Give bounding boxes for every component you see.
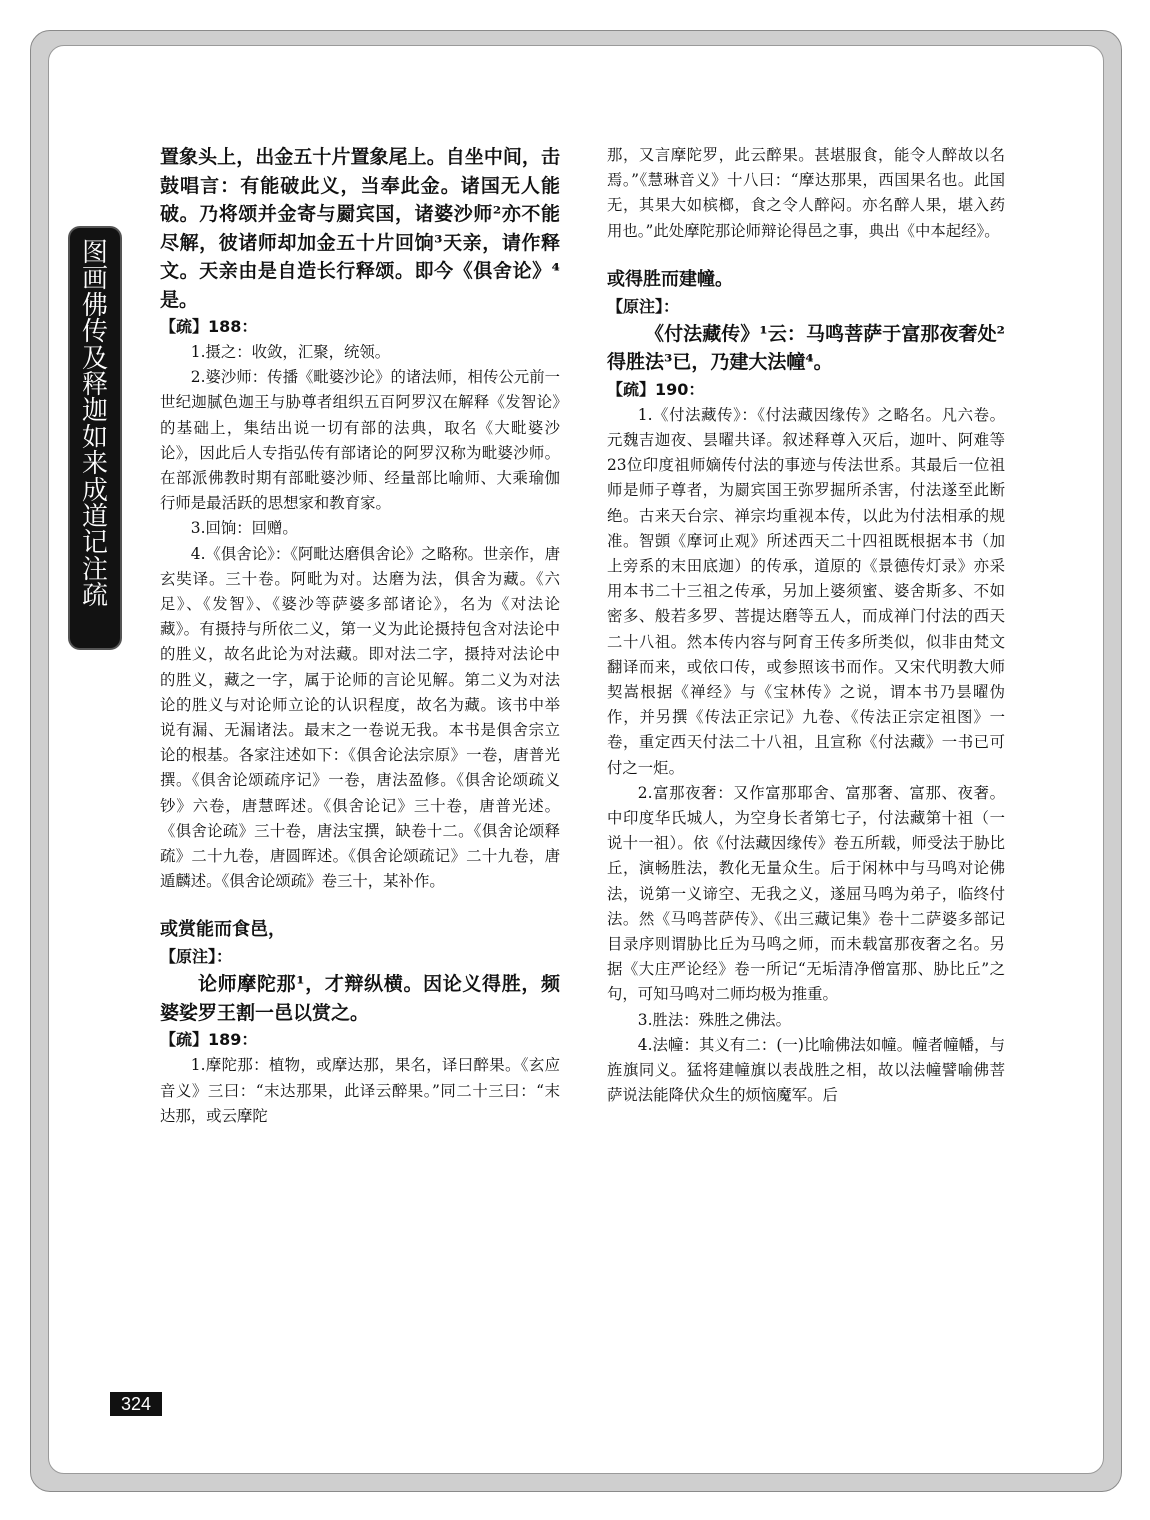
note-190-3: 3.胜法：殊胜之佛法。 xyxy=(637,1010,791,1029)
yuanzhu-text-left: 论师摩陀那¹，才辩纵横。因论义得胜，频婆娑罗王割一邑以赏之。 xyxy=(160,973,560,1024)
note-188-1: 1.摄之：收敛，汇聚，统领。 xyxy=(190,343,391,361)
left-top-paragraph: 置象头上，出金五十片置象尾上。自坐中间，击鼓唱言：有能破此义，当奉此金。诸国无人能破。乃将颂并金寄与罽宾国，诸婆沙师²亦不能尽解，彼诸师却加金五十片回饷³天亲，请作释文。天亲由是自造长行释颂。即今《俱舍论》⁴是。 xyxy=(160,146,560,311)
yuanzhu-label-left: 【原注】： xyxy=(160,947,233,967)
section-heading-reward: 或赏能而食邑， xyxy=(160,919,286,941)
yuanzhu-label-right: 【原注】： xyxy=(607,296,680,316)
left-column xyxy=(160,143,560,1129)
note-189-1: 1.摩陀那：植物，或摩达那，果名，译曰醉果。《玄应音义》三曰：“末达那果，此译云醉果。”同二十三曰：“末达那，或云摩陀 xyxy=(160,1056,560,1125)
right-top-paragraph: 那，又言摩陀罗，此云醉果。甚堪服食，能令人醉故以名焉。”《慧琳音义》十八曰：“摩达那果，西国果名也。此国无，其果大如槟榔，食之令人醉闷。亦名醉人果，堪入药用也。”此处摩陀那论师辩论得邑之事，典出《中本起经》。 xyxy=(607,146,1005,240)
note-190-1: 1.《付法藏传》：《付法藏因缘传》之略名。凡六卷。元魏吉迦夜、昙曜共译。叙述释尊入灭后，迦叶、阿难等23位印度祖师嫡传付法的事迹与传法世系。其最后一位祖师是师子尊者，为罽宾国王弥罗掘所杀害，付法遂至此断绝。古来天台宗、禅宗均重视本传，以此为付法相承的规准。智顗《摩诃止观》所述西天二十四祖既根据本书（加上旁系的末田底迦）的传承，道原的《景德传灯录》亦采用本书二十三祖之传承，另加上婆须蜜、婆舍斯多、不如密多、般若多罗、菩提达磨等五人，而成禅门付法的西天二十八祖。然本传内容与阿育王传多所类似，似非由梵文翻译而来，或依口传，或参照该书而作。又宋代明教大师契嵩根据《禅经》与《宝林传》之说，谓本书乃昙曜伪作，并另撰《传法正宗记》九卷、《传法正宗定祖图》一卷，重定西天付法二十八祖，且宣称《付法藏》一书已可付之一炬。 xyxy=(607,405,1005,777)
shu-188-label: 【疏】188： xyxy=(160,317,258,336)
shu-190-label: 【疏】190： xyxy=(607,379,705,399)
note-190-4: 4.法幢：其义有二：(一)比喻佛法如幢。幢者幢幡，与旌旗同义。猛将建幢旗以表战胜之相，故以法幢譬喻佛菩萨说法能降伏众生的烦恼魔军。后 xyxy=(607,1035,1005,1105)
note-188-2: 2.婆沙师：传播《毗婆沙论》的诸法师，相传公元前一世纪迦腻色迦王与胁尊者组织五百阿罗汉在解释《发智论》的基础上，集结出说一切有部的法典，取名《大毗婆沙论》，因此后人专指弘传有部诸论的阿罗汉称为毗婆沙师。在部派佛教时期有部毗婆沙师、经量部比喻师、大乘瑜伽行师是最活跃的思想家和教育家。 xyxy=(160,368,560,513)
side-title-tab xyxy=(68,226,122,650)
note-188-3: 3.回饷：回赠。 xyxy=(190,519,298,538)
shu-189-label: 【疏】189： xyxy=(160,1030,258,1050)
page-number: 324 xyxy=(110,1392,162,1416)
note-188-4: 4.《俱舍论》：《阿毗达磨俱舍论》之略称。世亲作，唐玄奘译。三十卷。阿毗为对。达磨为法，俱舍为藏。《六足》、《发智》、《婆沙等萨婆多部诸论》，名为《对法论藏》。有摄持与所依二义，第一义为此论摄持包含对法论中的胜义，故名此论为对法藏。即对法二字，摄持对法论中的胜义，藏之一字，属于论师的言论见解。第二义为对法论的胜义与对论师立论的认识程度，故名为藏。该书中举说有漏、无漏诸法。最末之一卷说无我。本书是俱舍宗立论的根基。各家注述如下：《俱舍论法宗原》一卷，唐普光撰。《俱舍论颂疏序记》一卷，唐法盈修。《俱舍论颂疏义钞》六卷，唐慧晖述。《俱舍论记》三十卷，唐普光述。《俱舍论疏》三十卷，唐法宝撰，缺卷十二。《俱舍论颂释疏》二十九卷，唐圆晖述。《俱舍论颂疏记》二十九卷，唐遁麟述。《俱舍论颂疏》卷三十，某补作。 xyxy=(160,544,560,891)
section-heading-banner: 或得胜而建幢。 xyxy=(607,268,733,290)
yuanzhu-text-right: 《付法藏传》¹云：马鸣菩萨于富那夜奢处²得胜法³已，乃建大法幢⁴。 xyxy=(607,322,1005,374)
note-190-2: 2.富那夜奢：又作富那耶舍、富那奢、富那、夜奢。中印度华氏城人，为空身长者第七子，付法藏第十祖（一说十一祖）。依《付法藏因缘传》卷五所载，师受法于胁比丘，演畅胜法，教化无量众生。后于闲林中与马鸣对论佛法，说第一义谛空、无我之义，遂屈马鸣为弟子，临终付法。然《马鸣菩萨传》、《出三藏记集》卷十二萨婆多部记目录序则谓胁比丘为马鸣之师，而未载富那夜奢之名。另据《大庄严论经》卷一所记“无垢清净僧富那、胁比丘”之句，可知马鸣对二师均极为推重。 xyxy=(607,783,1005,1004)
side-title-text: 图 画 佛 传 及 释 迦 如 来 成 道 记 注 疏 xyxy=(81,238,108,612)
right-column xyxy=(607,143,1005,1109)
